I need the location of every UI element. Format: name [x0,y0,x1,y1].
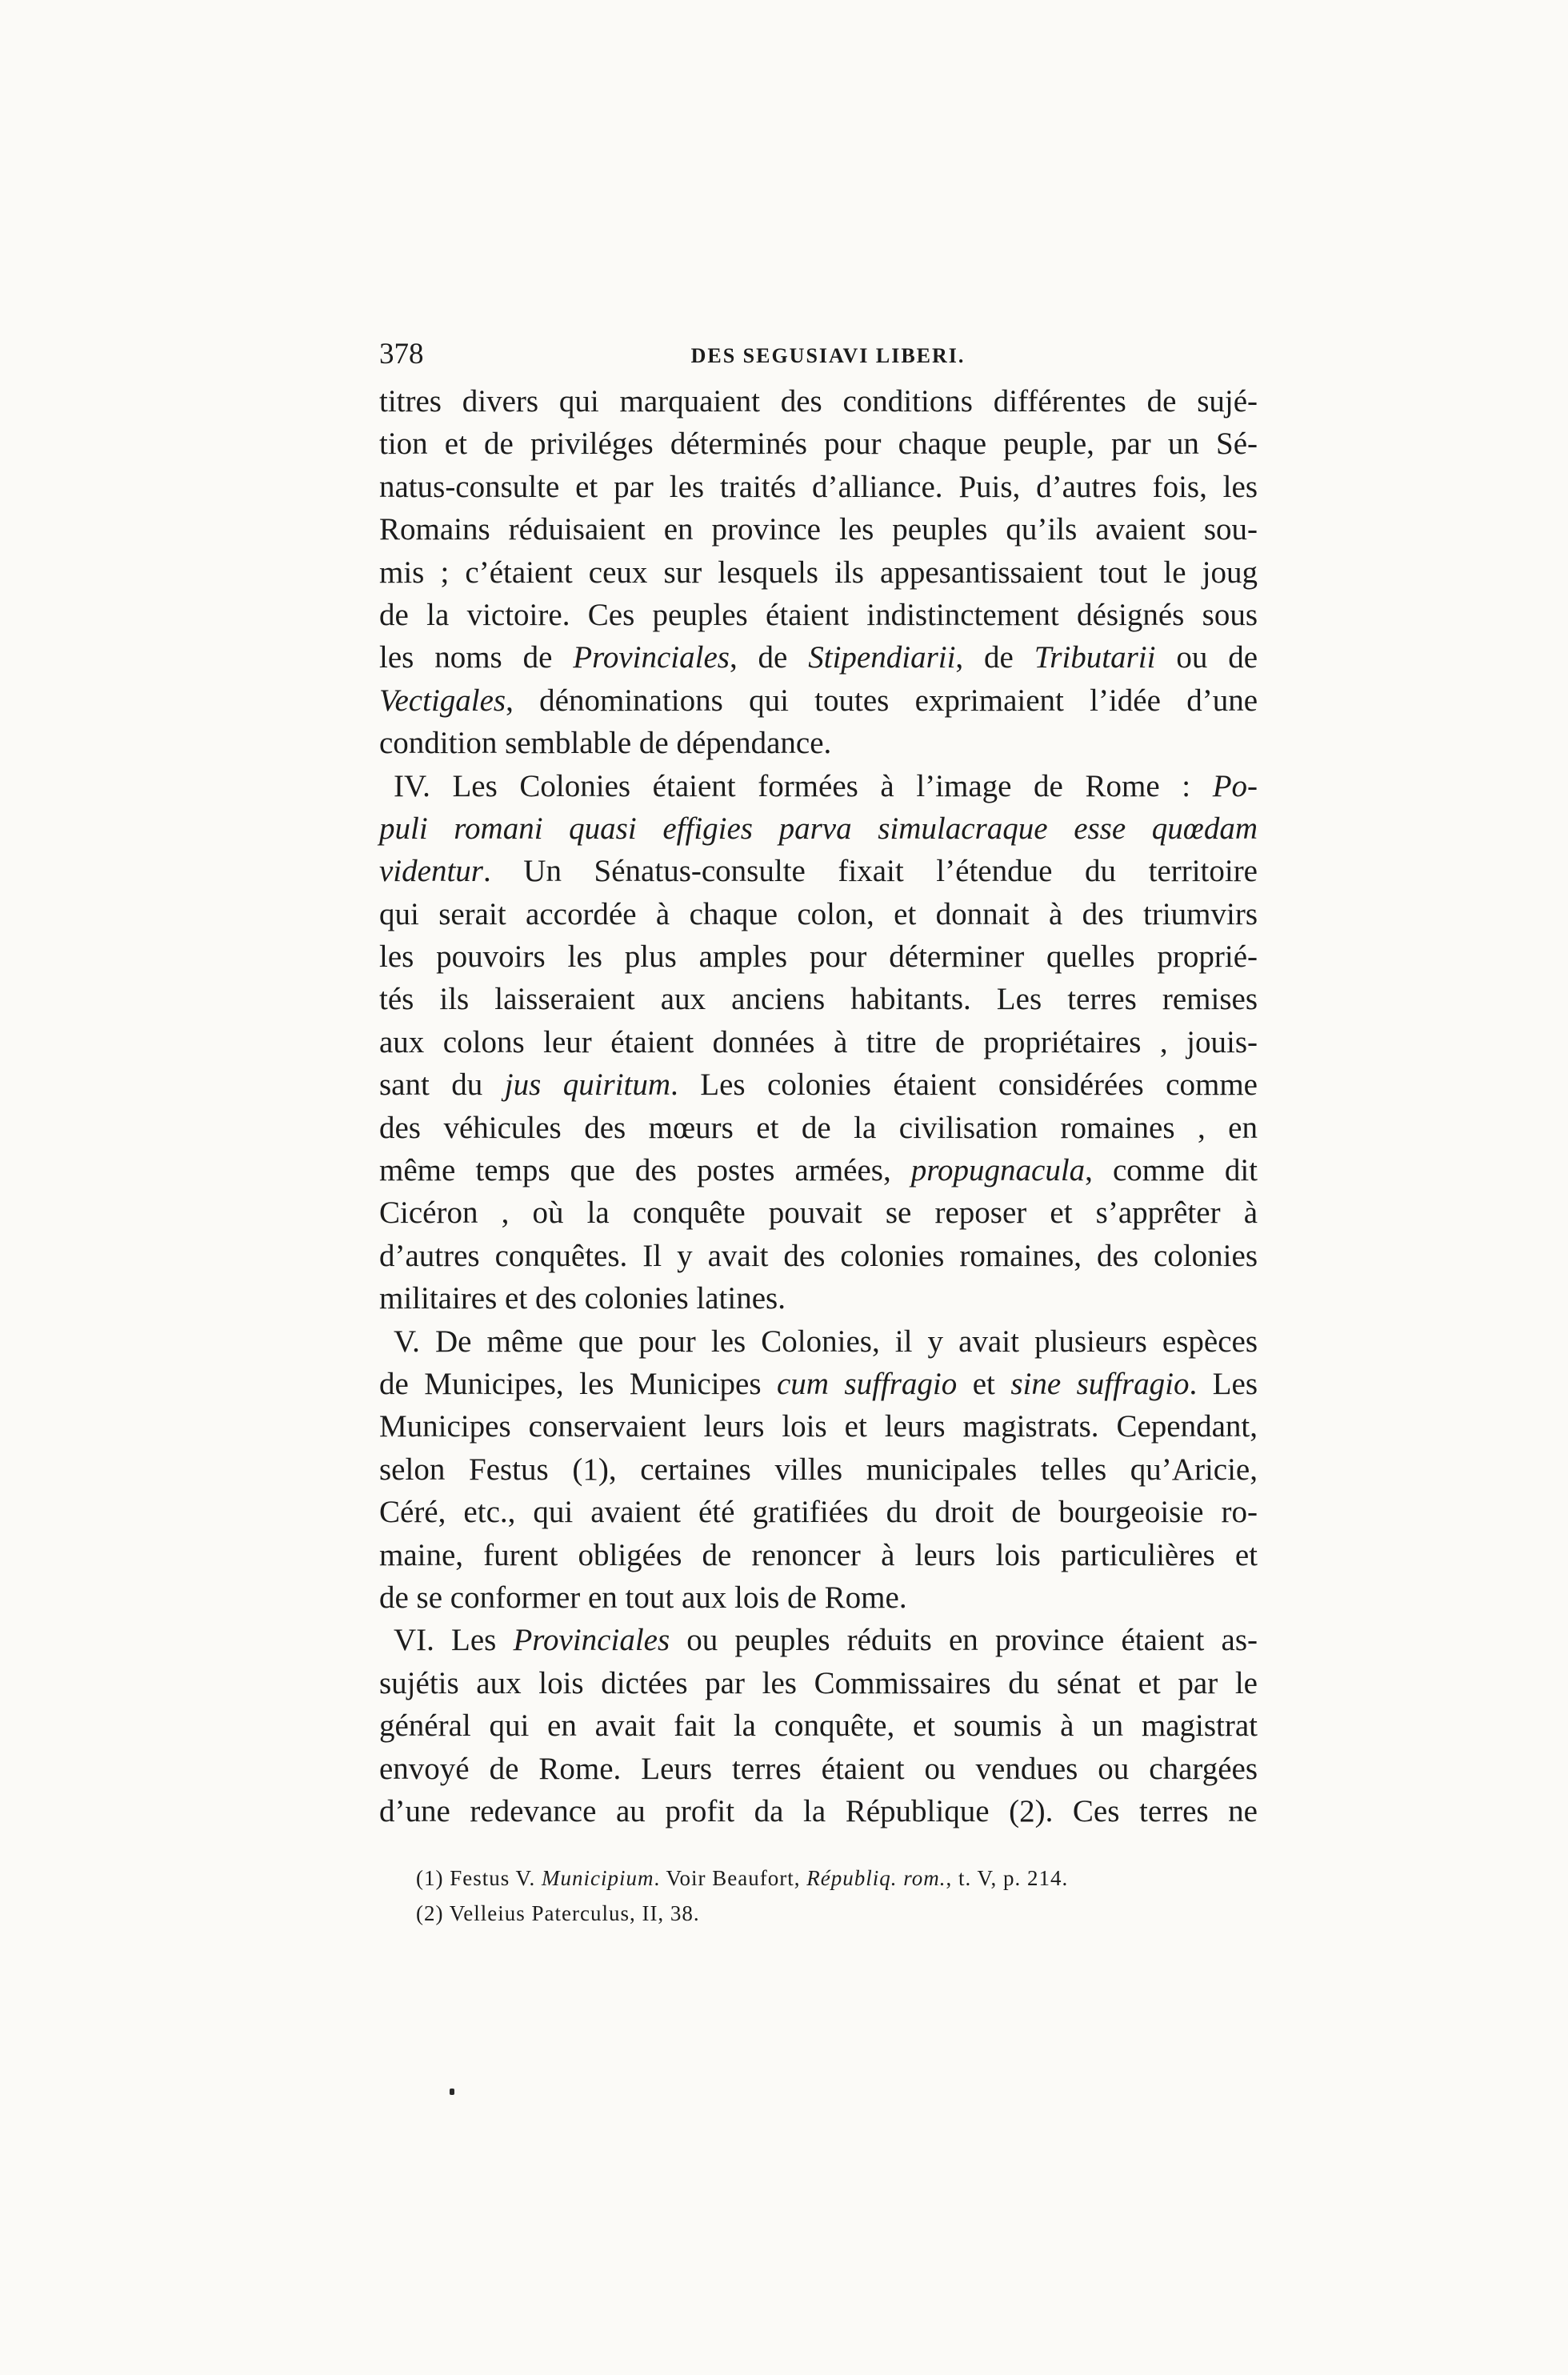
text-run: Municipes conservaient leurs lois et leurs magistrats. Cependant, [379,1409,1258,1444]
text-line [379,1063,1258,1106]
text-run: maine, furent obligées de renoncer à leurs lois particulières et [379,1537,1258,1572]
text-run: d’autres conquêtes. Il y avait des colonies romaines, des colonies [379,1238,1258,1273]
text-line [379,636,1258,679]
text-line [379,551,1258,594]
text-line [379,1662,1258,1704]
text-run: (2) Velleius Paterculus, II, 38. [416,1901,700,1925]
text-line [379,1320,1258,1363]
italic-run: Vectigales [379,683,506,718]
text-run: sant du [379,1067,505,1103]
italic-run: Municipium [542,1866,654,1890]
text-line [379,423,1258,465]
italic-run: Stipendiarii [808,640,956,675]
text-run: . Les [1189,1366,1258,1401]
italic-run: Po- [1212,768,1258,803]
italic-run: propugnacula [910,1153,1086,1188]
text-line [379,594,1258,636]
text-line [379,807,1258,850]
text-run: sujétis aux lois dictées par les Commissaires du sénat et par le [379,1665,1258,1700]
text-line [379,1107,1258,1149]
text-run: , de [729,640,809,675]
text-line [379,380,1258,423]
text-run: . Les colonies étaient considérées comme [670,1067,1258,1103]
text-run: Romains réduisaient en province les peuples qu’ils avaient sou- [379,512,1258,547]
text-run: titres divers qui marquaient des conditions différentes de sujé- [379,384,1258,419]
page-header [379,334,1277,374]
italic-run: Tributarii [1034,640,1156,675]
text-line [379,893,1258,935]
text-run: , de [955,640,1034,675]
text-line [379,978,1258,1020]
text-run: envoyé de Rome. Leurs terres étaient ou vendues ou chargées [379,1751,1258,1786]
italic-run: Provinciales [513,1623,670,1658]
ink-speck [450,2089,454,2095]
italic-run: videntur [379,854,483,889]
text-line [379,722,1258,764]
text-line [379,679,1258,722]
text-line [379,850,1258,892]
text-run: V. De même que pour les Colonies, il y avait plusieurs espèces [394,1324,1258,1359]
italic-run: sine suffragio [1010,1366,1190,1401]
text-run: les pouvoirs les plus amples pour déterminer quelles proprié- [379,939,1258,975]
italic-run: cum suffragio [776,1366,958,1401]
text-run: . Un Sénatus-consulte fixait l’étendue du territoire [482,854,1258,889]
text-run: qui serait accordée à chaque colon, et donnait à des triumvirs [379,896,1258,931]
text-run: aux colons leur étaient données à titre de propriétaires , jouis- [379,1024,1258,1059]
text-run: , dénominations qui toutes exprimaient l’idée d’une [506,683,1258,718]
text-run: même temps que des postes armées, [379,1153,911,1188]
text-run: des véhicules des mœurs et de la civilisation romaines , en [379,1110,1258,1145]
text-run: général qui en avait fait la conquête, et soumis à un magistrat [379,1708,1258,1744]
text-run: selon Festus (1), certaines villes municipales telles qu’Aricie, [379,1452,1258,1487]
footnote [416,1860,1256,1896]
text-run: mis ; c’étaient ceux sur lesquels ils appesantissaient tout le joug [379,555,1258,590]
text-run: de Municipes, les Municipes [379,1366,777,1401]
text-run: de se conformer en tout aux lois de Rome. [379,1580,907,1615]
text-line [379,1491,1258,1533]
text-run: d’une redevance au profit da la République (2). Ces terres ne [379,1793,1258,1828]
text-line [379,1748,1258,1790]
footnote [416,1896,1256,1931]
text-line [379,1235,1258,1277]
text-line [379,1619,1258,1661]
text-line [379,1448,1258,1491]
text-line [379,1277,1258,1320]
text-run: . Voir Beaufort, [654,1866,807,1890]
text-line [379,1790,1258,1832]
text-line [379,1021,1258,1063]
text-line [379,765,1258,807]
text-line [379,1149,1258,1192]
text-run: IV. Les Colonies étaient formées à l’image de Rome : [394,768,1213,803]
text-run: ou peuples réduits en province étaient as- [670,1623,1258,1658]
text-run: et [957,1366,1011,1401]
text-line [379,1405,1258,1448]
text-run: Céré, etc., qui avaient été gratifiées du droit de bourgeoisie ro- [379,1495,1258,1530]
text-run: Cicéron , où la conquête pouvait se reposer et s’apprêter à [379,1196,1258,1231]
text-line [379,1576,1258,1619]
italic-run: jus quiritum [504,1067,671,1103]
text-run: ou de [1155,640,1258,675]
text-line [379,466,1258,508]
text-line [379,1363,1258,1405]
page-number: 378 [379,338,424,370]
text-run: , t. V, p. 214. [946,1866,1069,1890]
text-run: condition semblable de dépendance. [379,726,832,761]
text-line [379,508,1258,551]
text-line [379,1704,1258,1747]
italic-run: Provinciales [573,640,730,675]
italic-run: Républiq. rom. [806,1866,946,1890]
text-run: de la victoire. Ces peuples étaient indistinctement désignés sous [379,597,1258,632]
text-run: militaires et des colonies latines. [379,1281,786,1316]
text-run: tés ils laisseraient aux anciens habitants. Les terres remises [379,982,1258,1017]
italic-run: puli romani quasi effigies parva simulacraque esse quœdam [379,811,1258,846]
body-text [379,380,1258,1832]
text-run: , comme dit [1085,1153,1258,1188]
text-run: natus-consulte et par les traités d’alliance. Puis, d’autres fois, les [379,469,1258,504]
footnotes [416,1860,1256,1931]
text-line [379,935,1258,978]
text-line [379,1192,1258,1234]
text-run: tion et de priviléges déterminés pour chaque peuple, par un Sé- [379,427,1258,462]
text-run: les noms de [379,640,574,675]
text-run: VI. Les [394,1623,514,1658]
running-title: DES SEGUSIAVI LIBERI. [690,344,966,367]
text-line [379,1534,1258,1576]
text-run: (1) Festus V. [416,1866,542,1890]
